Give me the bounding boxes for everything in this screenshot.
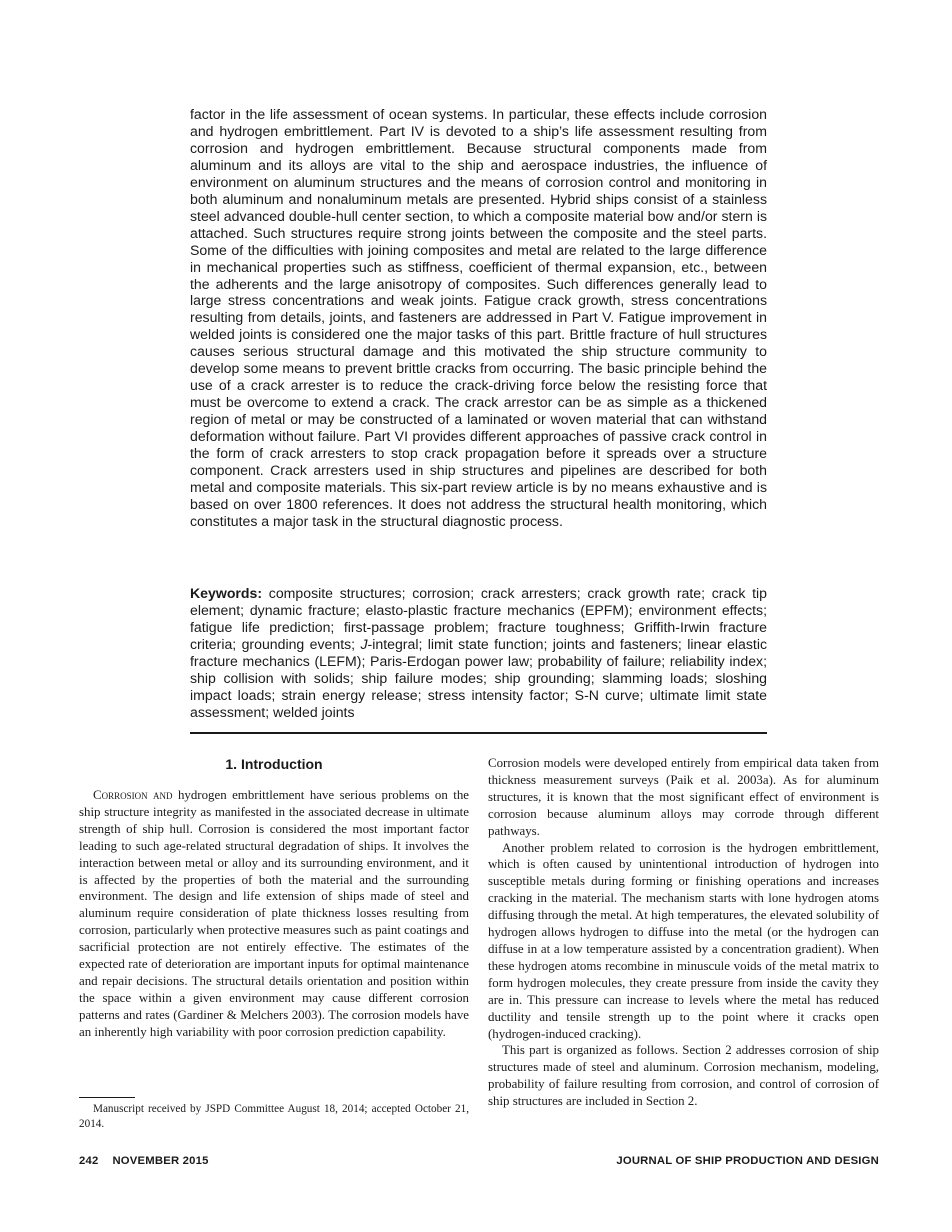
keywords-list-part2: -integral; limit state function; joints and fasteners; linear elastic fracture mechanics (LEFM); Paris-Erdogan power law; probability of failure; reliability index; ship collision with solids; ship failure modes; ship grounding; slamming loads; sloshing impact loads; strain energy release; stress intensity factor; S-N curve; ultimate limit state assessment; welded joints [190, 635, 767, 720]
issue-date: NOVEMBER 2015 [112, 1155, 209, 1167]
keywords-paragraph [190, 585, 767, 721]
journal-name: JOURNAL OF SHIP PRODUCTION AND DESIGN [616, 1155, 879, 1167]
intro-paragraph-1-body: hydrogen embrittlement have serious problems on the ship structure integrity as manifested in the associated decrease in ultimate strength of ship hull. Corrosion is considered the most important factor leading to such age-related structural degradation of ships. It involves the interaction between metal or alloy and its surrounding environment, and it is affected by the properties of both the material and the surrounding environment. The design and life extension of ships made of steel and aluminum require consideration of plate thickness losses resulting from corrosion, particularly when protective measures such as paint coatings and sacrificial protection are not entirely effective. The estimates of the expected rate of deterioration are important inputs for optimal maintenance and repair decisions. The structural details orientation and position within the space within a given environment may cause different corrosion patterns and rates (Gardiner & Melchers 2003). The corrosion models have an inherently high variability with poor corrosion prediction capability. [79, 788, 469, 1039]
keywords-label: Keywords: [190, 585, 263, 601]
page-number: 242 [79, 1155, 99, 1167]
footnote-divider [79, 1097, 135, 1098]
right-column [488, 755, 879, 1110]
page-footer-left [79, 1155, 209, 1167]
intro-paragraph-3: This part is organized as follows. Section 2 addresses corrosion of ship structures made of steel and aluminum. Corrosion mechanism, modeling, probability of failure resulting from corrosion, and control of corrosion of ship structures are included in Section 2. [488, 1043, 879, 1109]
intro-paragraph-1-continued: Corrosion models were developed entirely from empirical data taken from thickness measurement surveys (Paik et al. 2003a). As for aluminum structures, it is known that the most significant effect of environment is corrosion because aluminum alloys may corrode through different pathways. [488, 756, 879, 838]
keywords-list-part1: composite structures; corrosion; crack arresters; crack growth rate; crack tip element; dynamic fracture; elasto-plastic fracture mechanics (EPFM); environment effects; fatigue life prediction; first-passage problem; fracture toughness; Griffith-Irwin fracture criteria; grounding events; [190, 585, 767, 652]
manuscript-footnote: Manuscript received by JSPD Committee August 18, 2014; accepted October 21, 2014. [79, 1103, 469, 1130]
section-divider [190, 732, 767, 734]
intro-paragraph-2: Another problem related to corrosion is the hydrogen embrittlement, which is often caused by unintentional introduction of hydrogen into susceptible metals during forming or finishing operations and increases cracking in the material. The mechanism starts with lone hydrogen atoms diffusing through the metal. At high temperatures, the elevated solubility of hydrogen allows hydrogen to diffuse into the metal (or the hydrogen can diffuse in at a low temperature assisted by a concentration gradient). When these hydrogen atoms recombine in minuscule voids of the metal matrix to form hydrogen molecules, they create pressure from inside the cavity they are in. This pressure can increase to levels where the metal has reduced ductility and tensile strength up to the point where it cracks open (hydrogen-induced cracking). [488, 840, 879, 1041]
introduction-heading: 1. Introduction [225, 756, 323, 772]
abstract-text: factor in the life assessment of ocean systems. In particular, these effects include corrosion and hydrogen embrittlement. Part IV is devoted to a ship’s life assessment resulting from corrosion and hydrogen embrittlement. Because structural components made from aluminum and its alloys are vital to the ship and aerospace industries, the influence of environment on aluminum structures and the means of corrosion control and monitoring in both aluminum and nonaluminum metals are presented. Hybrid ships consist of a stainless steel advanced double-hull center section, to which a composite material bow and/or stern is attached. Such structures require strong joints between the composite and the steel parts. Some of the difficulties with joining composites and metal are related to the large difference in mechanical properties such as stiffness, coefficient of thermal expansion, etc., between the adherents and the large anisotropy of composites. Such differences generally lead to large stress concentrations and weak joints. Fatigue crack growth, stress concentrations resulting from details, joints, and fasteners are addressed in Part V. Fatigue improvement in welded joints is considered one the major tasks of this part. Brittle fracture of hull structures causes serious structural damage and this motivated the ship structure community to develop some means to prevent brittle cracks from occurring. The basic principle behind the use of a crack arrester is to reduce the crack-driving force below the resisting force that must be overcome to extend a crack. The crack arrestor can be as simple as a thickened region of metal or may be constructed of a laminated or woven material that can withstand deformation without failure. Part VI provides different approaches of passive crack control in the form of crack arresters to stop crack propagation before it spreads over a structure component. Crack arresters used in ship structures and pipelines are described for both metal and composite materials. This six-part review article is by no means exhaustive and is based on over 1800 references. It does not address the structural health monitoring, which constitutes a major task in the structural diagnostic process. [190, 106, 767, 529]
intro-lead-in: Corrosion and [93, 788, 173, 802]
j-integral-symbol: J [360, 635, 368, 652]
intro-paragraph-1 [79, 787, 469, 1041]
left-column [79, 755, 469, 1041]
